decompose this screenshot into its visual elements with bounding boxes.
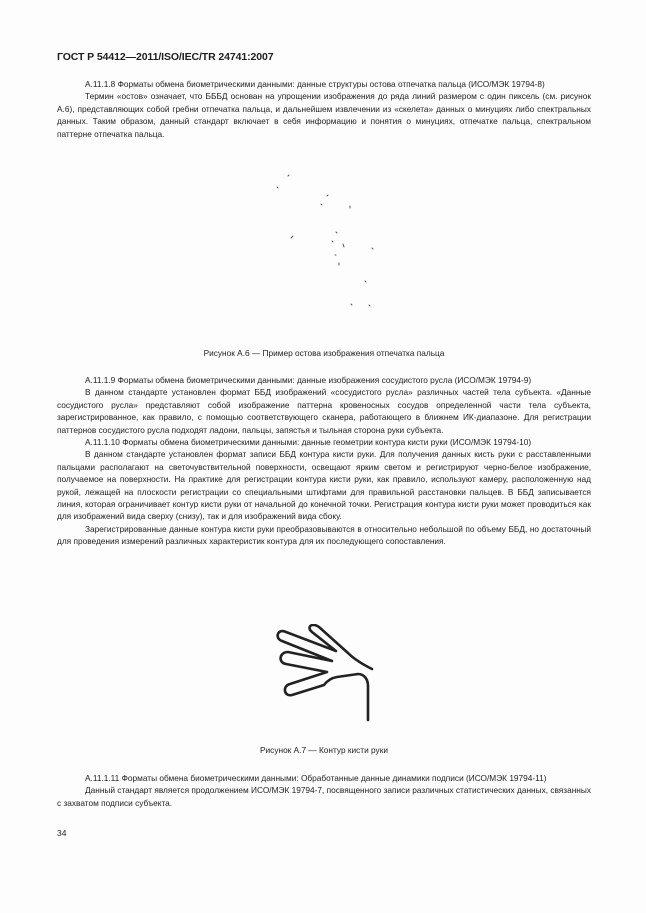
- paragraph: А.11.1.8 Форматы обмена биометрическими данными: данные структуры остова отпечатка пальца (ИСО/МЭК 19794-8): [85, 79, 545, 89]
- paragraph: А.11.1.10 Форматы обмена биометрическими данными: данные геометрии контура кисти руки (ИСО/МЭК 19794-10): [85, 437, 532, 448]
- page-number: 34: [57, 828, 67, 838]
- figure-caption-a7: Рисунок А.7 — Контур кисти руки: [260, 745, 388, 755]
- section-a11-1-9-and-10: [57, 374, 591, 548]
- skeleton-segment: [372, 248, 373, 249]
- skeleton-segment: [365, 281, 366, 282]
- document-header: ГОСТ Р 54412—2011/ISO/IEC/TR 24741:2007: [57, 51, 274, 63]
- skeleton-segment: [277, 187, 278, 188]
- skeleton-segment: [332, 241, 333, 242]
- skeleton-segment: [291, 236, 293, 238]
- section-a11-1-11: [57, 772, 591, 809]
- skeleton-segment: [369, 305, 370, 306]
- skeleton-segment: [351, 304, 352, 305]
- skeleton-segment: [327, 195, 328, 196]
- skeleton-segment: [336, 232, 337, 233]
- section-a11-1-8: [57, 78, 591, 140]
- skeleton-segment: [321, 204, 322, 205]
- paragraph: Термин «остов» означает, что БББД основан на упрощении изображения до ряда линий размером с один пиксель (см. рисунок А.6), представляющих собой гребни отпечатка пальца, и дальнейшем извлечении из «скелета» данных о минуциях либо спектральных данных. Таким образом, данный стандарт включает в себя информацию и понятия о минуциях, отпечатке пальца, спектральном паттерне отпечатка пальца.: [57, 91, 591, 139]
- paragraph: Данный стандарт является продолжением ИСО/МЭК 19794-7, посвященного записи различных статистических данных, связанных с захватом подписи субъекта.: [57, 785, 591, 808]
- skeleton-segment: [343, 244, 344, 247]
- hand-contour-line: [278, 625, 372, 720]
- fingerprint-skeleton-figure: [250, 168, 400, 318]
- hand-contour-figure: [262, 624, 382, 724]
- paragraph: В данном стандарте установлен формат ББД изображений «сосудистого русла» различных частей тела субъекта. «Данные сосудистого русла» представляют собой изображение паттерна кровеносных сосудов определенной части тела субъекта, зарегистрированное, как правило, с помощью соответствующего сканера, работающего в ближнем ИК-диапазоне. Для регистрации паттернов сосудистого русла подходят ладони, пальцы, запястья и тыльная сторона руки субъекта.: [57, 387, 591, 435]
- paragraph: В данном стандарте установлен формат записи ББД контура кисти руки. Для получения данных кисть руки с расставленными пальцами располагают на светочувствительной поверхности, освещают ярким светом и регистрируют черно-белое изображение, получаемое на поверхности. На практике для регистрации контура кисти руки, как правило, используют камеру, расположенную над рукой, лежащей на плоскости регистрации со специальными штифтами для правильной расстановки пальцев. В ББД записывается линия, которая ограничивает контур кисти руки от начальной до конечной точки. Регистрация контура кисти руки может проводиться как для изображений вида сверху (снизу), так и для изображений вида сбоку.: [57, 449, 591, 522]
- paragraph: А.11.1.9 Форматы обмена биометрическими данными: данные изображения сосудистого русла (ИСО/МЭК 19794-9): [85, 375, 532, 385]
- skeleton-segment: [288, 175, 289, 176]
- paragraph: А.11.1.11 Форматы обмена биометрическими данными: Обработанные данные динамики подписи (ИСО/МЭК 19794-11): [85, 773, 547, 783]
- figure-caption-a6: Рисунок А.6 — Пример остова изображения отпечатка пальца: [203, 348, 445, 358]
- paragraph: Зарегистрированные данные контура кисти руки преобразовываются в относительно небольшой по объему ББД, но достаточный для проведения измерений различных характеристик контура для их последующего сопоставления.: [57, 523, 591, 547]
